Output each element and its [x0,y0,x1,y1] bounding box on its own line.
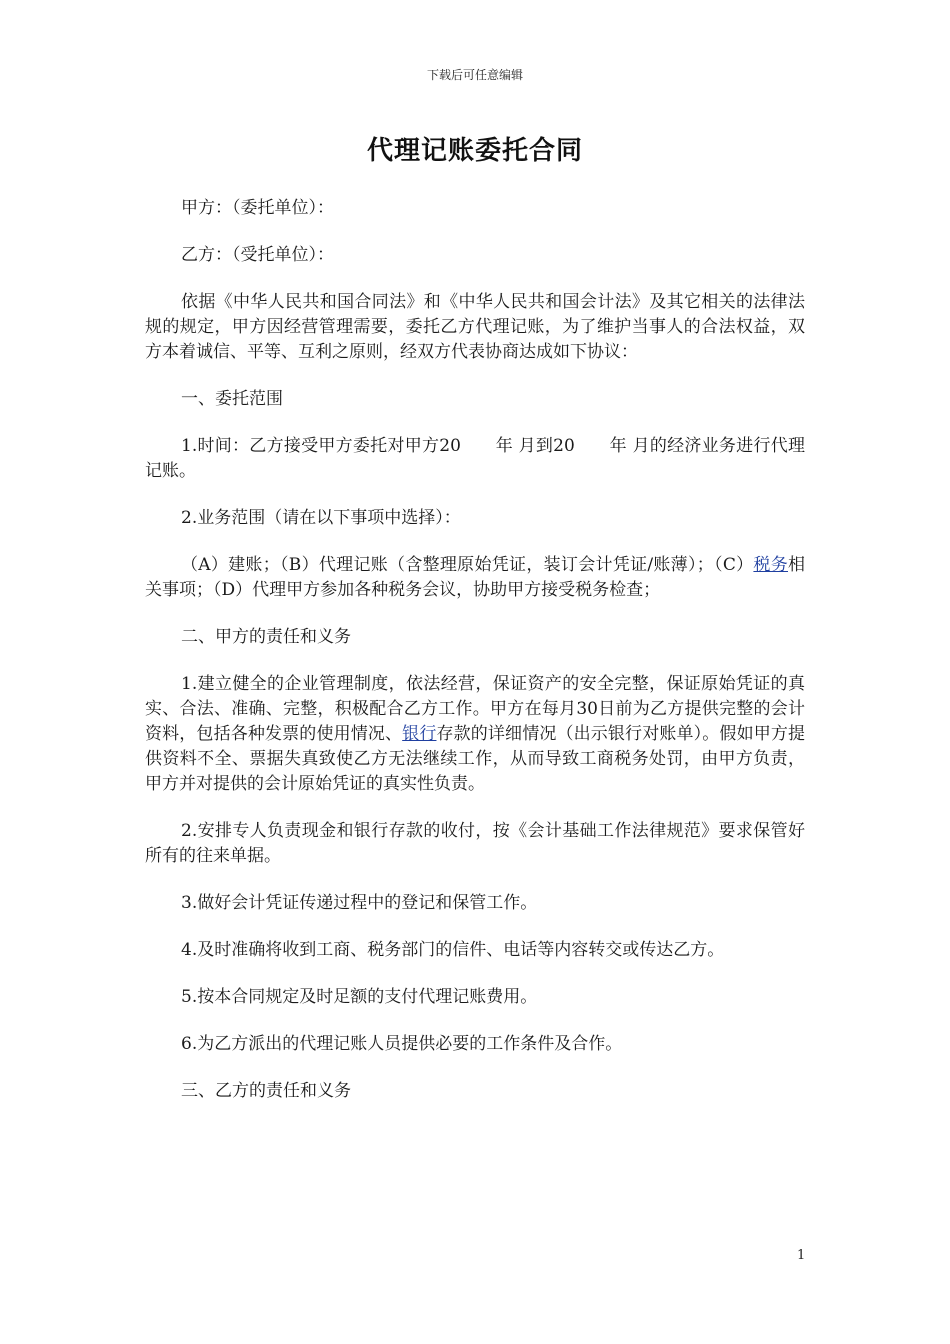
section-2-item-4: 4.及时准确将收到工商、税务部门的信件、电话等内容转交或传达乙方。 [181,940,725,960]
options-text-part2: 相关事项；（D）代理甲方参加各种税务会议，协助甲方接受税务检查； [145,555,805,600]
section-2-item-3: 3.做好会计凭证传递过程中的登记和保管工作。 [181,893,538,913]
page-number: 1 [797,1248,806,1263]
section-3-heading: 三、乙方的责任和义务 [181,1081,351,1101]
section-2-heading: 二、甲方的责任和义务 [181,627,351,647]
item1-text-part2: 存款的详细情况（出示银行对账单）。假如甲方提供资料不全、票据失真致使乙方无法继续工作，从而导致工商税务处罚，由甲方负责，甲方并对提供的会计原始凭证的真实性负责。 [145,724,806,794]
section-2-item-5: 5.按本合同规定及时足额的支付代理记账费用。 [181,987,538,1007]
section-1-item-1: 1.时间：乙方接受甲方委托对甲方20 年 月到20 年 月的经济业务进行代理记账。 [145,436,805,481]
section-1-options [145,553,805,603]
party-b-line: 乙方：（受托单位）： [181,245,334,265]
document-body [145,196,805,1126]
section-1-item-2: 2.业务范围（请在以下事项中选择）： [181,508,461,528]
section-1-heading: 一、委托范围 [181,389,283,409]
preamble-paragraph: 依据《中华人民共和国合同法》和《中华人民共和国会计法》及其它相关的法律法规的规定，甲方因经营管理需要，委托乙方代理记账，为了维护当事人的合法权益，双方本着诚信、平等、互利之原则，经双方代表协商达成如下协议： [145,292,805,362]
section-2-item-2: 2.安排专人负责现金和银行存款的收付，按《会计基础工作法律规范》要求保管好所有的往来单据。 [145,821,805,866]
options-text-part1: （A）建账；（B）代理记账（含整理原始凭证，装订会计凭证/账薄）；（C） [181,555,754,575]
header-note: 下载后可任意编辑 [426,68,523,82]
bank-link[interactable]: 银行 [402,724,437,744]
tax-link[interactable]: 税务 [753,555,788,575]
document-title: 代理记账委托合同 [366,136,583,166]
section-2-item-1 [145,672,805,797]
section-2-item-6: 6.为乙方派出的代理记账人员提供必要的工作条件及合作。 [181,1034,623,1054]
item1-text-part1: 1.建立健全的企业管理制度，依法经营，保证资产的安全完整，保证原始凭证的真实、合法、准确、完整，积极配合乙方工作。甲方在每月30日前为乙方提供完整的会计资料，包括各种发票的使用情况、 [145,674,805,744]
party-a-line: 甲方：（委托单位）： [181,198,334,218]
